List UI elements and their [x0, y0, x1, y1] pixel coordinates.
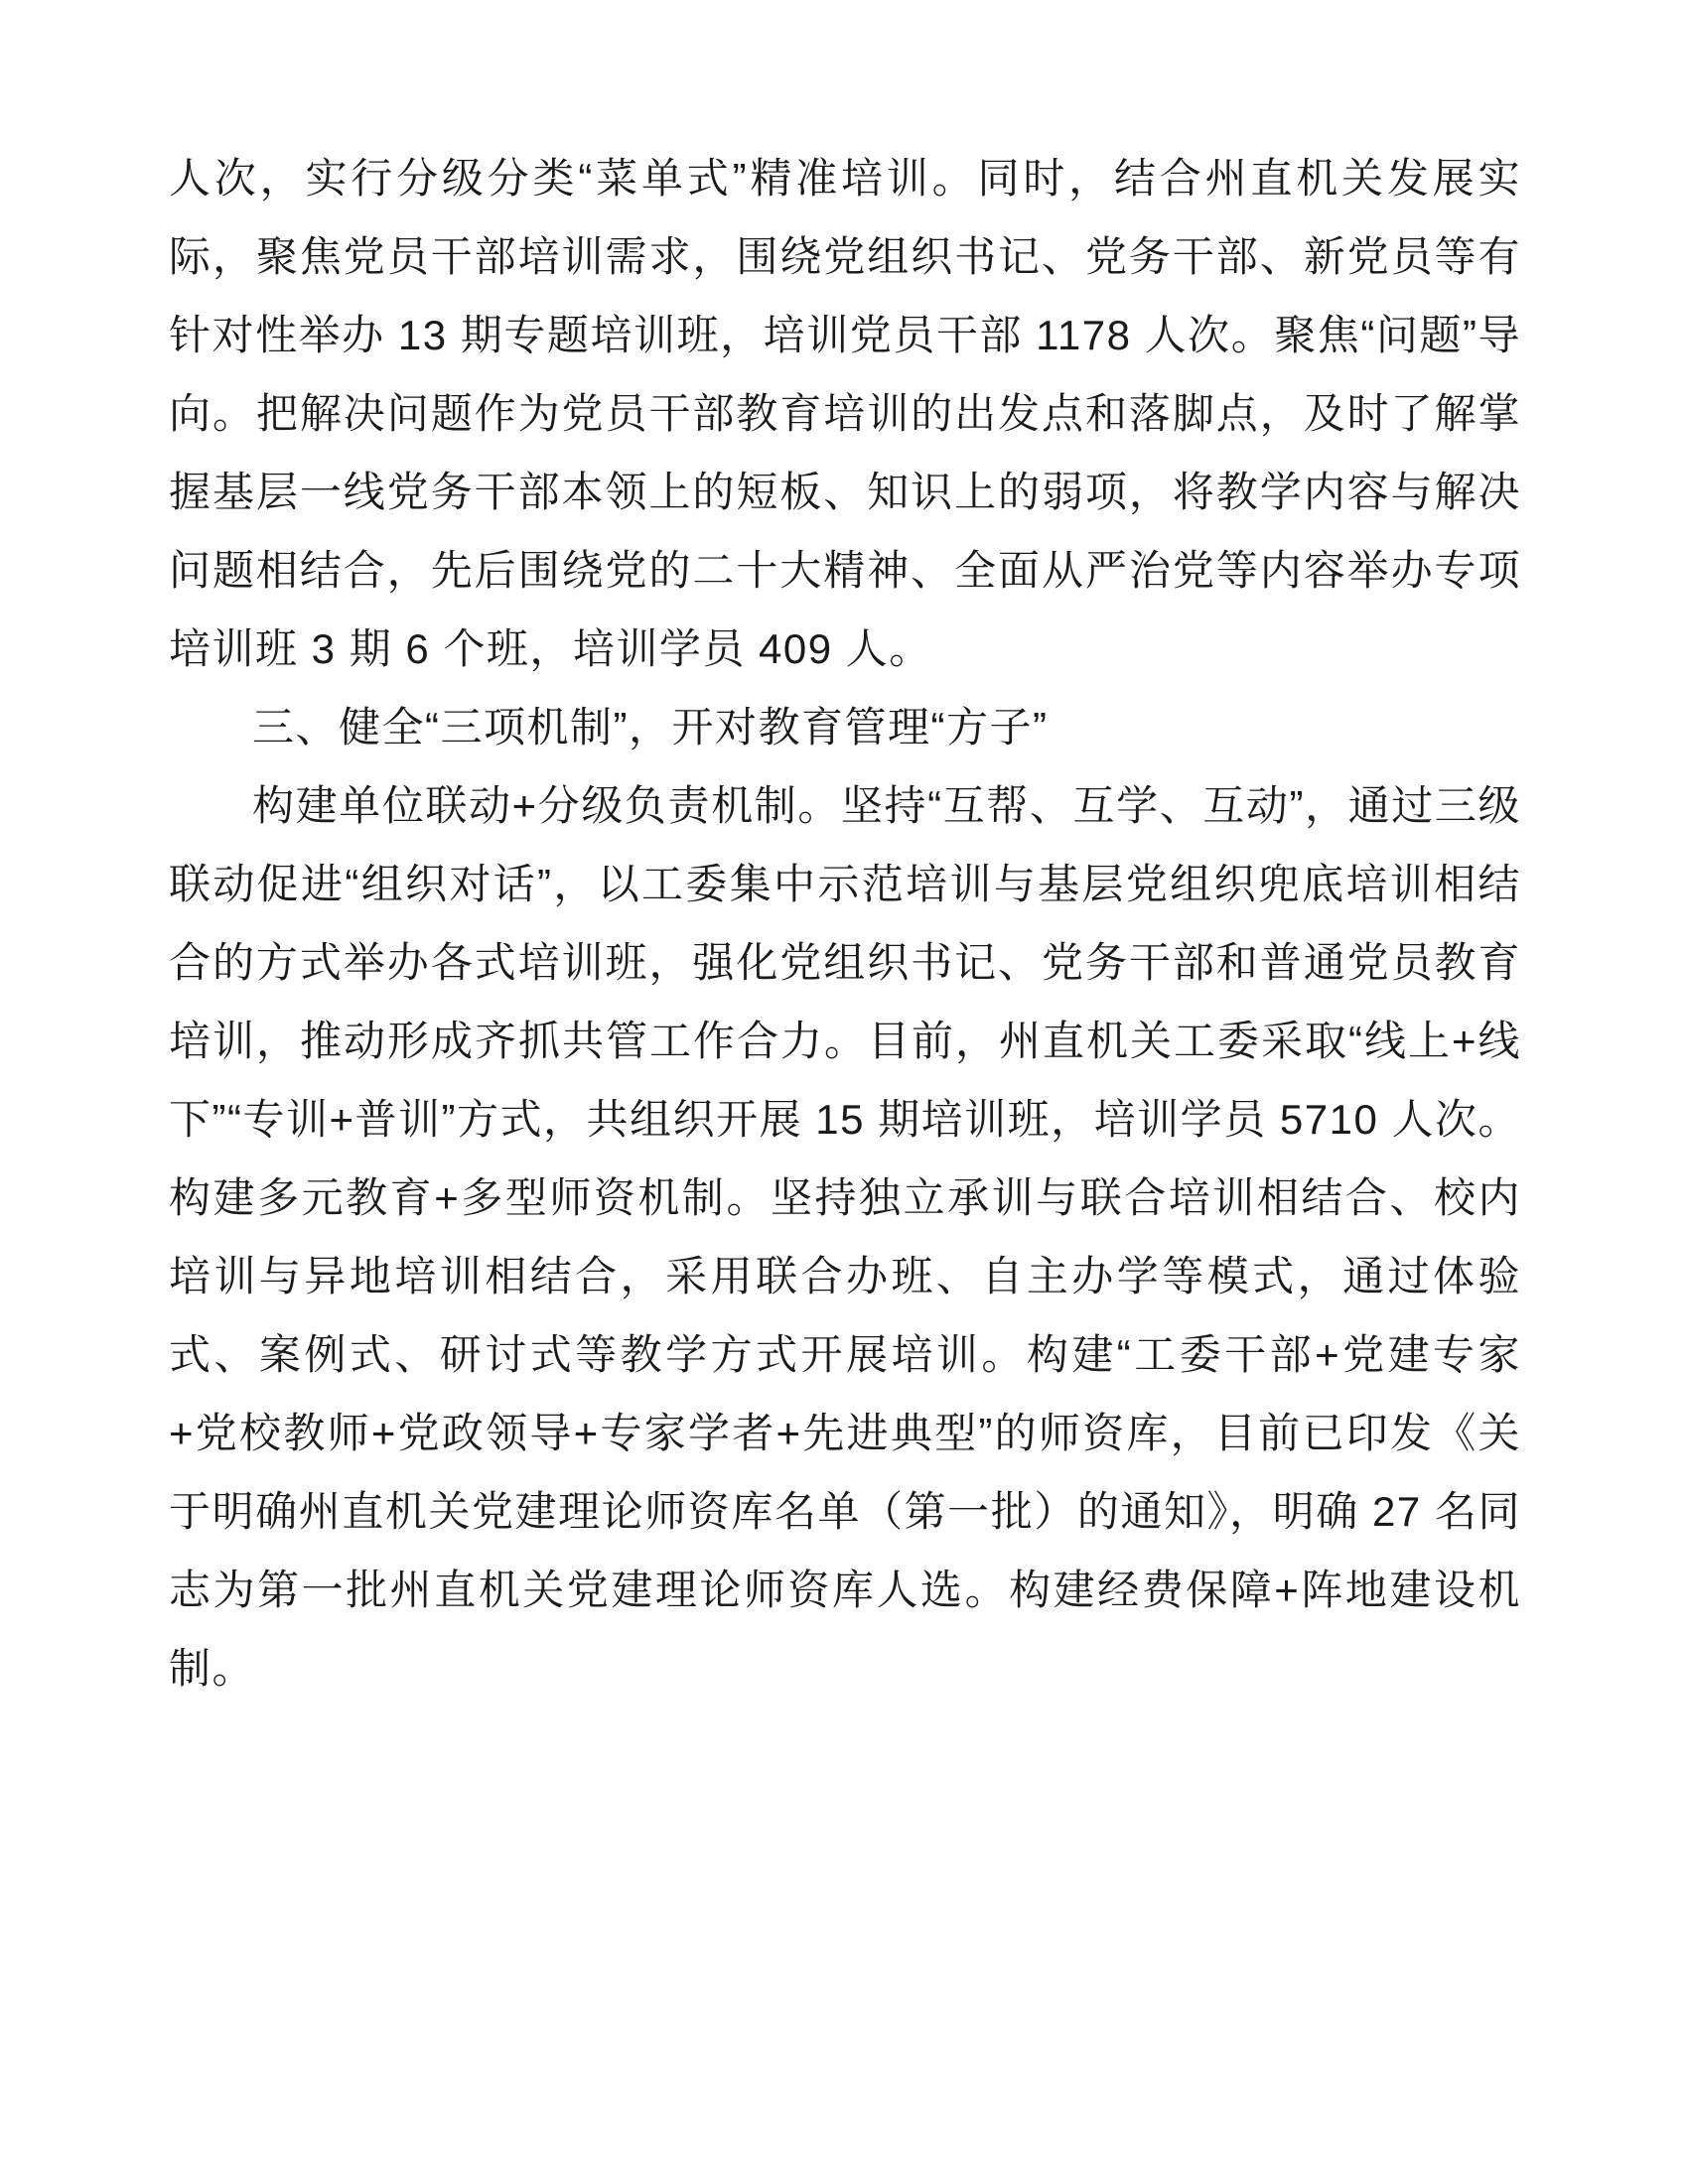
paragraph-continuation: 人次，实行分级分类“菜单式”精准培训。同时，结合州直机关发展实际，聚焦党员干部培训需求，围绕党组织书记、党务干部、新党员等有针对性举办 13 期专题培训班，培训党员干部 1178 人次。聚焦“问题”导向。把解决问题作为党员干部教育培训的出发点和落脚点，及时了解掌握基层一线党务干部本领上的短板、知识上的弱项，将教学内容与解决问题相结合，先后围绕党的二十大精神、全面从严治党等内容举办专项培训班 3 期 6 个班，培训学员 409 人。 [169, 155, 1521, 672]
document-content [169, 139, 1521, 1707]
paragraph-body: 构建单位联动+分级负责机制。坚持“互帮、互学、互动”，通过三级联动促进“组织对话”，以工委集中示范培训与基层党组织兜底培训相结合的方式举办各式培训班，强化党组织书记、党务干部和普通党员教育培训，推动形成齐抓共管工作合力。目前，州直机关工委采取“线上+线下”“专训+普训”方式，共组织开展 15 期培训班，培训学员 5710 人次。构建多元教育+多型师资机制。坚持独立承训与联合培训相结合、校内培训与异地培训相结合，采用联合办班、自主办学等模式，通过体验式、案例式、研讨式等教学方式开展培训。构建“工委干部+党建专家+党校教师+党政领导+专家学者+先进典型”的师资库，目前已印发《关于明确州直机关党建理论师资库名单（第一批）的通知》，明确 27 名同志为第一批州直机关党建理论师资库人选。构建经费保障+阵地建设机制。 [169, 782, 1521, 1692]
section-heading: 三、健全“三项机制”，开对教育管理“方子” [252, 704, 1049, 751]
